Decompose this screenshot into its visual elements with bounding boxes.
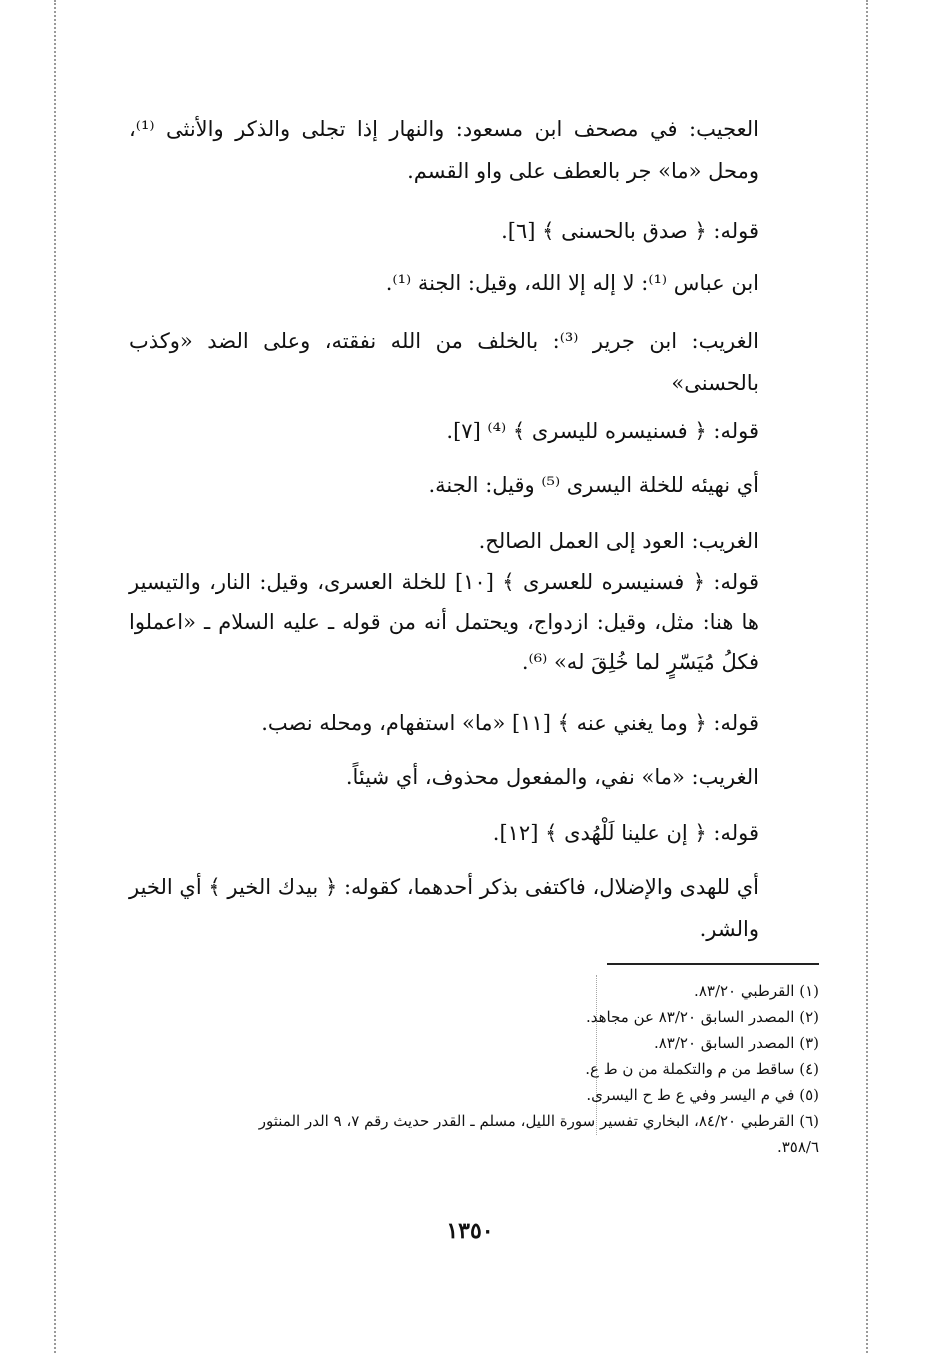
paragraph-verse-11: قوله: ﴿ وما يغني عنه ﴾ [١١] «ما» استفهام، ومحله نصب. (261, 711, 759, 735)
footnotes (129, 978, 819, 1160)
paragraph-verse-12: قوله: ﴿ إن علينا لَلْهُدى ﴾ [١٢]. (492, 821, 759, 845)
scan-edge-right (866, 0, 868, 1353)
paragraph-ibn-abbas: ابن عباس ⁽¹⁾: لا إله إلا الله، وقيل: الجنة ⁽¹⁾. (385, 271, 759, 295)
paragraph-verse-10: قوله: ﴿ فسنيسره للعسرى ﴾ [١٠] للخلة العسرى، وقيل: النار، والتيسير ها هنا: مثل، وقيل: ازدواج، ويحتمل أنه من قوله ـ عليه السلام ـ «اعملوا فكلُ مُيَسّرٍ لما خُلِقَ له» ⁽⁶⁾. (129, 570, 759, 674)
footnote-2: (٢) المصدر السابق ٨٣/٢٠ عن مجاهد. (585, 1008, 819, 1026)
footnote-3: (٣) المصدر السابق ٨٣/٢٠. (653, 1034, 819, 1052)
paragraph-ajib-masud: العجيب: في مصحف ابن مسعود: والنهار إذا تجلى والذكر والأنثى ⁽¹⁾، ومحل «ما» جر بالعطف على واو القسم. (129, 117, 759, 183)
paragraph-hudaa-idlaal: أي للهدى والإضلال، فاكتفى بذكر أحدهما، كقوله: ﴿ بيدك الخير ﴾ أي الخير والشر. (129, 875, 759, 941)
paragraph-gharib-awd: الغريب: العود إلى العمل الصالح. (478, 529, 759, 553)
scan-edge-left (54, 0, 56, 1353)
paragraph-gharib-nafy: الغريب: «ما» نفي، والمفعول محذوف، أي شيئاً. (345, 765, 759, 789)
paragraph-verse-6: قوله: ﴿ صدق بالحسنى ﴾ [٦]. (501, 219, 759, 243)
page-number: ١٣٥٠ (446, 1218, 494, 1244)
footnote-separator (607, 963, 819, 965)
footnote-1: (١) القرطبي ٨٣/٢٠. (694, 982, 819, 1000)
paragraph-nuhayyi-uhu: أي نهيئه للخلة اليسرى ⁽⁵⁾ وقيل: الجنة. (428, 473, 759, 497)
footnote-6-continuation: ٣٥٨/٦. (776, 1138, 819, 1156)
footnote-4: (٤) ساقط من م والتكملة من ن ط ع. (585, 1060, 819, 1078)
paragraph-gharib-ibn-jarir: الغريب: ابن جرير ⁽³⁾: بالخلف من الله نفقته، وعلى الضد «وكذب بالحسنى» (129, 329, 759, 395)
footnote-6: (٦) القرطبي ٨٤/٢٠، البخاري تفسير سورة الليل، مسلم ـ القدر حديث رقم ٧، ٩ الدر المنثور (258, 1112, 819, 1130)
paragraph-verse-7: قوله: ﴿ فسنيسره لليسرى ﴾ ⁽⁴⁾ [٧]. (446, 419, 759, 443)
footnote-5: (٥) في م اليسر وفي ع ط ح اليسرى. (586, 1086, 819, 1104)
